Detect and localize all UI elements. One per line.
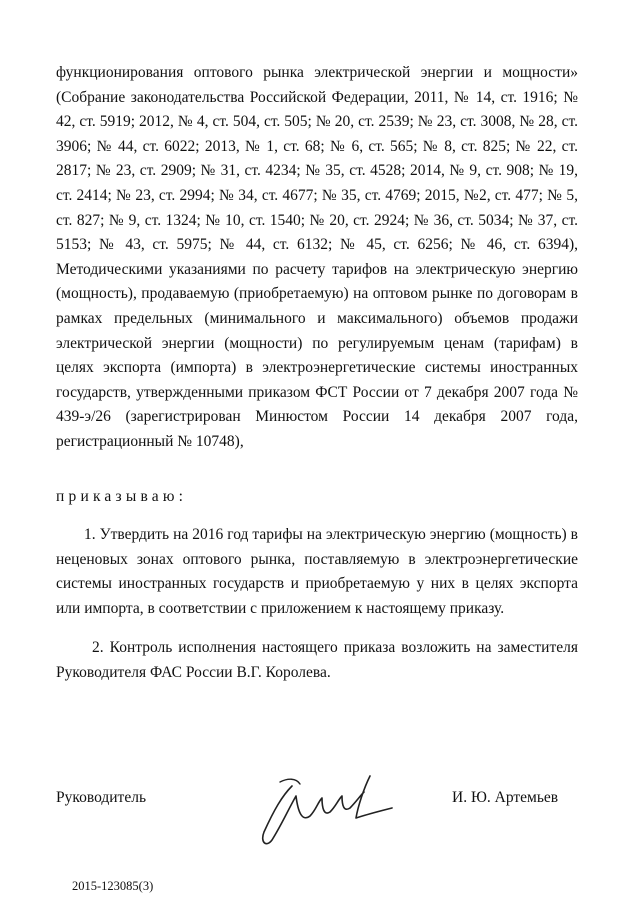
document-number: 2015-123085(3) [72,879,154,893]
signatory-name: И. Ю. Артемьев [452,789,559,806]
handwritten-signature [252,752,402,862]
order-item-1: 1. Утвердить на 2016 год тарифы на электрическую энергию (мощность) в неценовых зонах оптового рынка, поставляемую в электроэнергетические системы иностранных государств и приобретаемую у них в целях экспорта или импорта, в соответствии с приложением к настоящему приказу. [56,526,578,617]
preamble-text: функционирования оптового рынка электрической энергии и мощности» (Собрание законодательства Российской Федерации, 2011, № 14, ст. 1916; № 42, ст. 5919; 2012, № 4, ст. 504, ст. 505; № 20, ст. 2539; № 23, ст. 3008, № 28, ст. 3906; № 44, ст. 6022; 2013, № 1, ст. 68; № 6, ст. 565; № 8, ст. 825; № 22, ст. 2817; № 23, ст. 2909; № 31, ст. 4234; № 35, ст. 4528; 2014, № 9, ст. 908; № 19, ст. 2414; № 23, ст. 2994; № 34, ст. 4677; № 35, ст. 4769; 2015, №2, ст. 477; № 5, ст. 827; № 9, ст. 1324; № 10, ст. 1540; № 20, ст. 2924; № 36, ст. 5034; № 37, ст. 5153; № 43, ст. 5975; № 44, ст. 6132; № 45, ст. 6256; № 46, ст. 6394), Методическими указаниями по расчету тарифов на электрическую энергию (мощность), продаваемую (приобретаемую) на оптовом рынке по договорам в рамках предельных (минимального и максимального) объемов продажи электрической энергии (мощности) по регулируемым ценам (тарифам) в целях экспорта (импорта) в электроэнергетические системы иностранных государств, утвержденными приказом ФСТ России от 7 декабря 2007 года № 439-э/26 (зарегистрирован Минюстом России 14 декабря 2007 года, регистрационный № 10748), [56,64,578,450]
preamble-paragraph [56,61,578,455]
order-item-2: 2. Контроль исполнения настоящего приказа возложить на заместителя Руководителя ФАС России В.Г. Королева. [56,639,578,681]
signatory-title: Руководитель [56,789,147,806]
order-word: приказываю: [56,488,188,505]
